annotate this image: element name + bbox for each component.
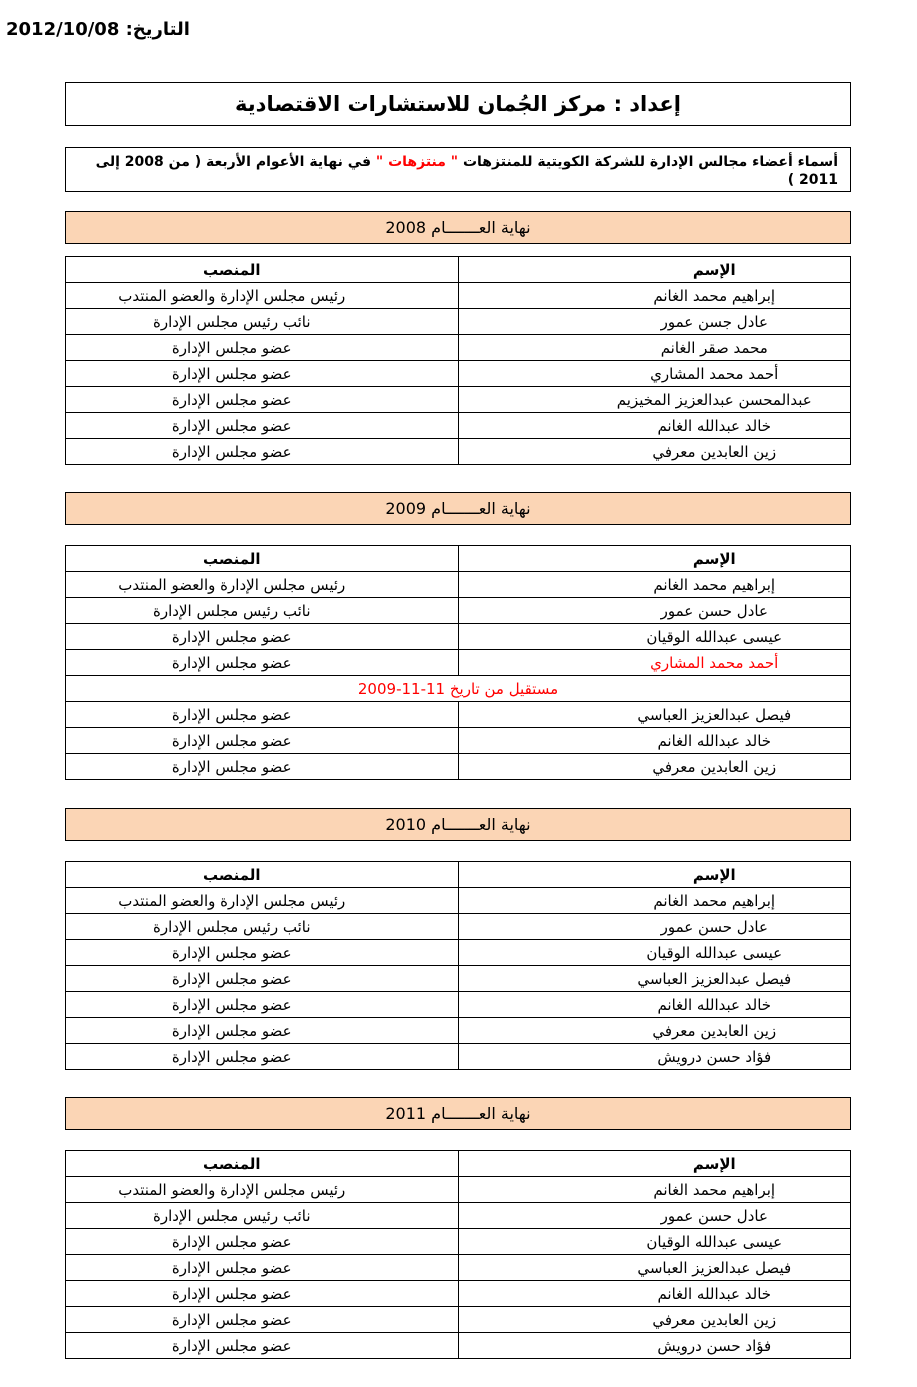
table-row: [66, 572, 851, 598]
member-name: محمد صقر الغانم: [458, 335, 851, 361]
member-name: عادل حسن عمور: [458, 1203, 851, 1229]
member-name: عيسى عبدالله الوقيان: [458, 624, 851, 650]
table-row: [66, 754, 851, 780]
member-name: فؤاد حسن درويش: [458, 1044, 851, 1070]
member-position: عضو مجلس الإدارة: [66, 992, 459, 1018]
table-row: [66, 1333, 851, 1359]
table-header-row: [66, 1151, 851, 1177]
year-header-2008: نهاية العـــــــام 2008: [65, 211, 851, 244]
member-name: إبراهيم محمد الغانم: [458, 888, 851, 914]
member-position: رئيس مجلس الإدارة والعضو المنتدب: [66, 888, 459, 914]
table-row: [66, 361, 851, 387]
table-row: [66, 888, 851, 914]
member-name: زين العابدين معرفي: [458, 1018, 851, 1044]
member-name: زين العابدين معرفي: [458, 439, 851, 465]
board-table-2008: [65, 256, 851, 465]
member-name: إبراهيم محمد الغانم: [458, 283, 851, 309]
member-name: خالد عبدالله الغانم: [458, 728, 851, 754]
resignation-note-row: [66, 676, 851, 702]
member-name: عيسى عبدالله الوقيان: [458, 1229, 851, 1255]
table-row: [66, 702, 851, 728]
member-position: عضو مجلس الإدارة: [66, 1255, 459, 1281]
table-header-row: [66, 546, 851, 572]
table-row: [66, 1229, 851, 1255]
table-row: [66, 413, 851, 439]
year-header-2011: نهاية العـــــــام 2011: [65, 1097, 851, 1130]
table-row: [66, 283, 851, 309]
table-row: [66, 914, 851, 940]
member-position: نائب رئيس مجلس الإدارة: [66, 598, 459, 624]
member-name: خالد عبدالله الغانم: [458, 413, 851, 439]
table-row: [66, 992, 851, 1018]
column-header-position: المنصب: [66, 1151, 459, 1177]
member-position: عضو مجلس الإدارة: [66, 413, 459, 439]
member-name: عبدالمحسن عبدالعزيز المخيزيم: [458, 387, 851, 413]
subtitle-company-highlight: " منتزهات ": [375, 154, 459, 170]
table-header-row: [66, 862, 851, 888]
board-table-2011: [65, 1150, 851, 1359]
member-name: فؤاد حسن درويش: [458, 1333, 851, 1359]
table-header-row: [66, 257, 851, 283]
member-position: عضو مجلس الإدارة: [66, 439, 459, 465]
table-row: [66, 1177, 851, 1203]
table-row: [66, 598, 851, 624]
member-position: عضو مجلس الإدارة: [66, 335, 459, 361]
member-name: عادل جسن عمور: [458, 309, 851, 335]
member-position: عضو مجلس الإدارة: [66, 1229, 459, 1255]
board-table-2009: [65, 545, 851, 780]
table-row: [66, 335, 851, 361]
table-row: [66, 940, 851, 966]
member-position: رئيس مجلس الإدارة والعضو المنتدب: [66, 572, 459, 598]
column-header-position: المنصب: [66, 546, 459, 572]
resignation-note: مستقيل من تاريخ 11-11-2009: [66, 676, 851, 702]
member-name: خالد عبدالله الغانم: [458, 992, 851, 1018]
table-row: [66, 650, 851, 676]
table-row: [66, 728, 851, 754]
member-name: أحمد محمد المشاري: [458, 361, 851, 387]
member-position: عضو مجلس الإدارة: [66, 1307, 459, 1333]
member-name: خالد عبدالله الغانم: [458, 1281, 851, 1307]
board-table-2010: [65, 861, 851, 1070]
member-name: فيصل عبدالعزيز العباسي: [458, 966, 851, 992]
member-name: إبراهيم محمد الغانم: [458, 572, 851, 598]
member-position: عضو مجلس الإدارة: [66, 702, 459, 728]
member-name: عيسى عبدالله الوقيان: [458, 940, 851, 966]
member-name: عادل حسن عمور: [458, 598, 851, 624]
member-position: عضو مجلس الإدارة: [66, 754, 459, 780]
member-position: نائب رئيس مجلس الإدارة: [66, 309, 459, 335]
member-name: عادل حسن عمور: [458, 914, 851, 940]
column-header-name: الإسم: [458, 1151, 851, 1177]
column-header-name: الإسم: [458, 862, 851, 888]
member-position: عضو مجلس الإدارة: [66, 387, 459, 413]
member-position: عضو مجلس الإدارة: [66, 624, 459, 650]
member-name: زين العابدين معرفي: [458, 754, 851, 780]
member-position: عضو مجلس الإدارة: [66, 361, 459, 387]
table-row: [66, 387, 851, 413]
member-position: رئيس مجلس الإدارة والعضو المنتدب: [66, 283, 459, 309]
member-position: عضو مجلس الإدارة: [66, 966, 459, 992]
member-name: فيصل عبدالعزيز العباسي: [458, 702, 851, 728]
table-row: [66, 966, 851, 992]
member-position: عضو مجلس الإدارة: [66, 1018, 459, 1044]
table-row: [66, 1255, 851, 1281]
column-header-name: الإسم: [458, 546, 851, 572]
member-position: رئيس مجلس الإدارة والعضو المنتدب: [66, 1177, 459, 1203]
report-date: التاريخ: 2012/10/08: [6, 19, 190, 40]
column-header-position: المنصب: [66, 257, 459, 283]
member-position: عضو مجلس الإدارة: [66, 1281, 459, 1307]
column-header-name: الإسم: [458, 257, 851, 283]
table-row: [66, 624, 851, 650]
table-row: [66, 1281, 851, 1307]
member-name: فيصل عبدالعزيز العباسي: [458, 1255, 851, 1281]
table-row: [66, 1203, 851, 1229]
member-position: نائب رئيس مجلس الإدارة: [66, 1203, 459, 1229]
member-position: عضو مجلس الإدارة: [66, 1044, 459, 1070]
report-subtitle: [65, 147, 851, 192]
member-position: عضو مجلس الإدارة: [66, 728, 459, 754]
subtitle-part2: في نهاية الأعوام الأربعة ( من 2008 إلى 2011 ): [95, 154, 838, 188]
column-header-position: المنصب: [66, 862, 459, 888]
table-row: [66, 1044, 851, 1070]
member-name: زين العابدين معرفي: [458, 1307, 851, 1333]
subtitle-part1: أسماء أعضاء مجالس الإدارة للشركة الكويتية للمنتزهات: [462, 154, 838, 170]
member-name-resigned: أحمد محمد المشاري: [458, 650, 851, 676]
year-header-2009: نهاية العـــــــام 2009: [65, 492, 851, 525]
table-row: [66, 1018, 851, 1044]
member-name: إبراهيم محمد الغانم: [458, 1177, 851, 1203]
table-row: [66, 309, 851, 335]
member-position: عضو مجلس الإدارة: [66, 940, 459, 966]
member-position: عضو مجلس الإدارة: [66, 650, 459, 676]
member-position: نائب رئيس مجلس الإدارة: [66, 914, 459, 940]
report-title: إعداد : مركز الجُمان للاستشارات الاقتصادية: [65, 82, 851, 126]
member-position: عضو مجلس الإدارة: [66, 1333, 459, 1359]
table-row: [66, 1307, 851, 1333]
table-row: [66, 439, 851, 465]
year-header-2010: نهاية العـــــــام 2010: [65, 808, 851, 841]
